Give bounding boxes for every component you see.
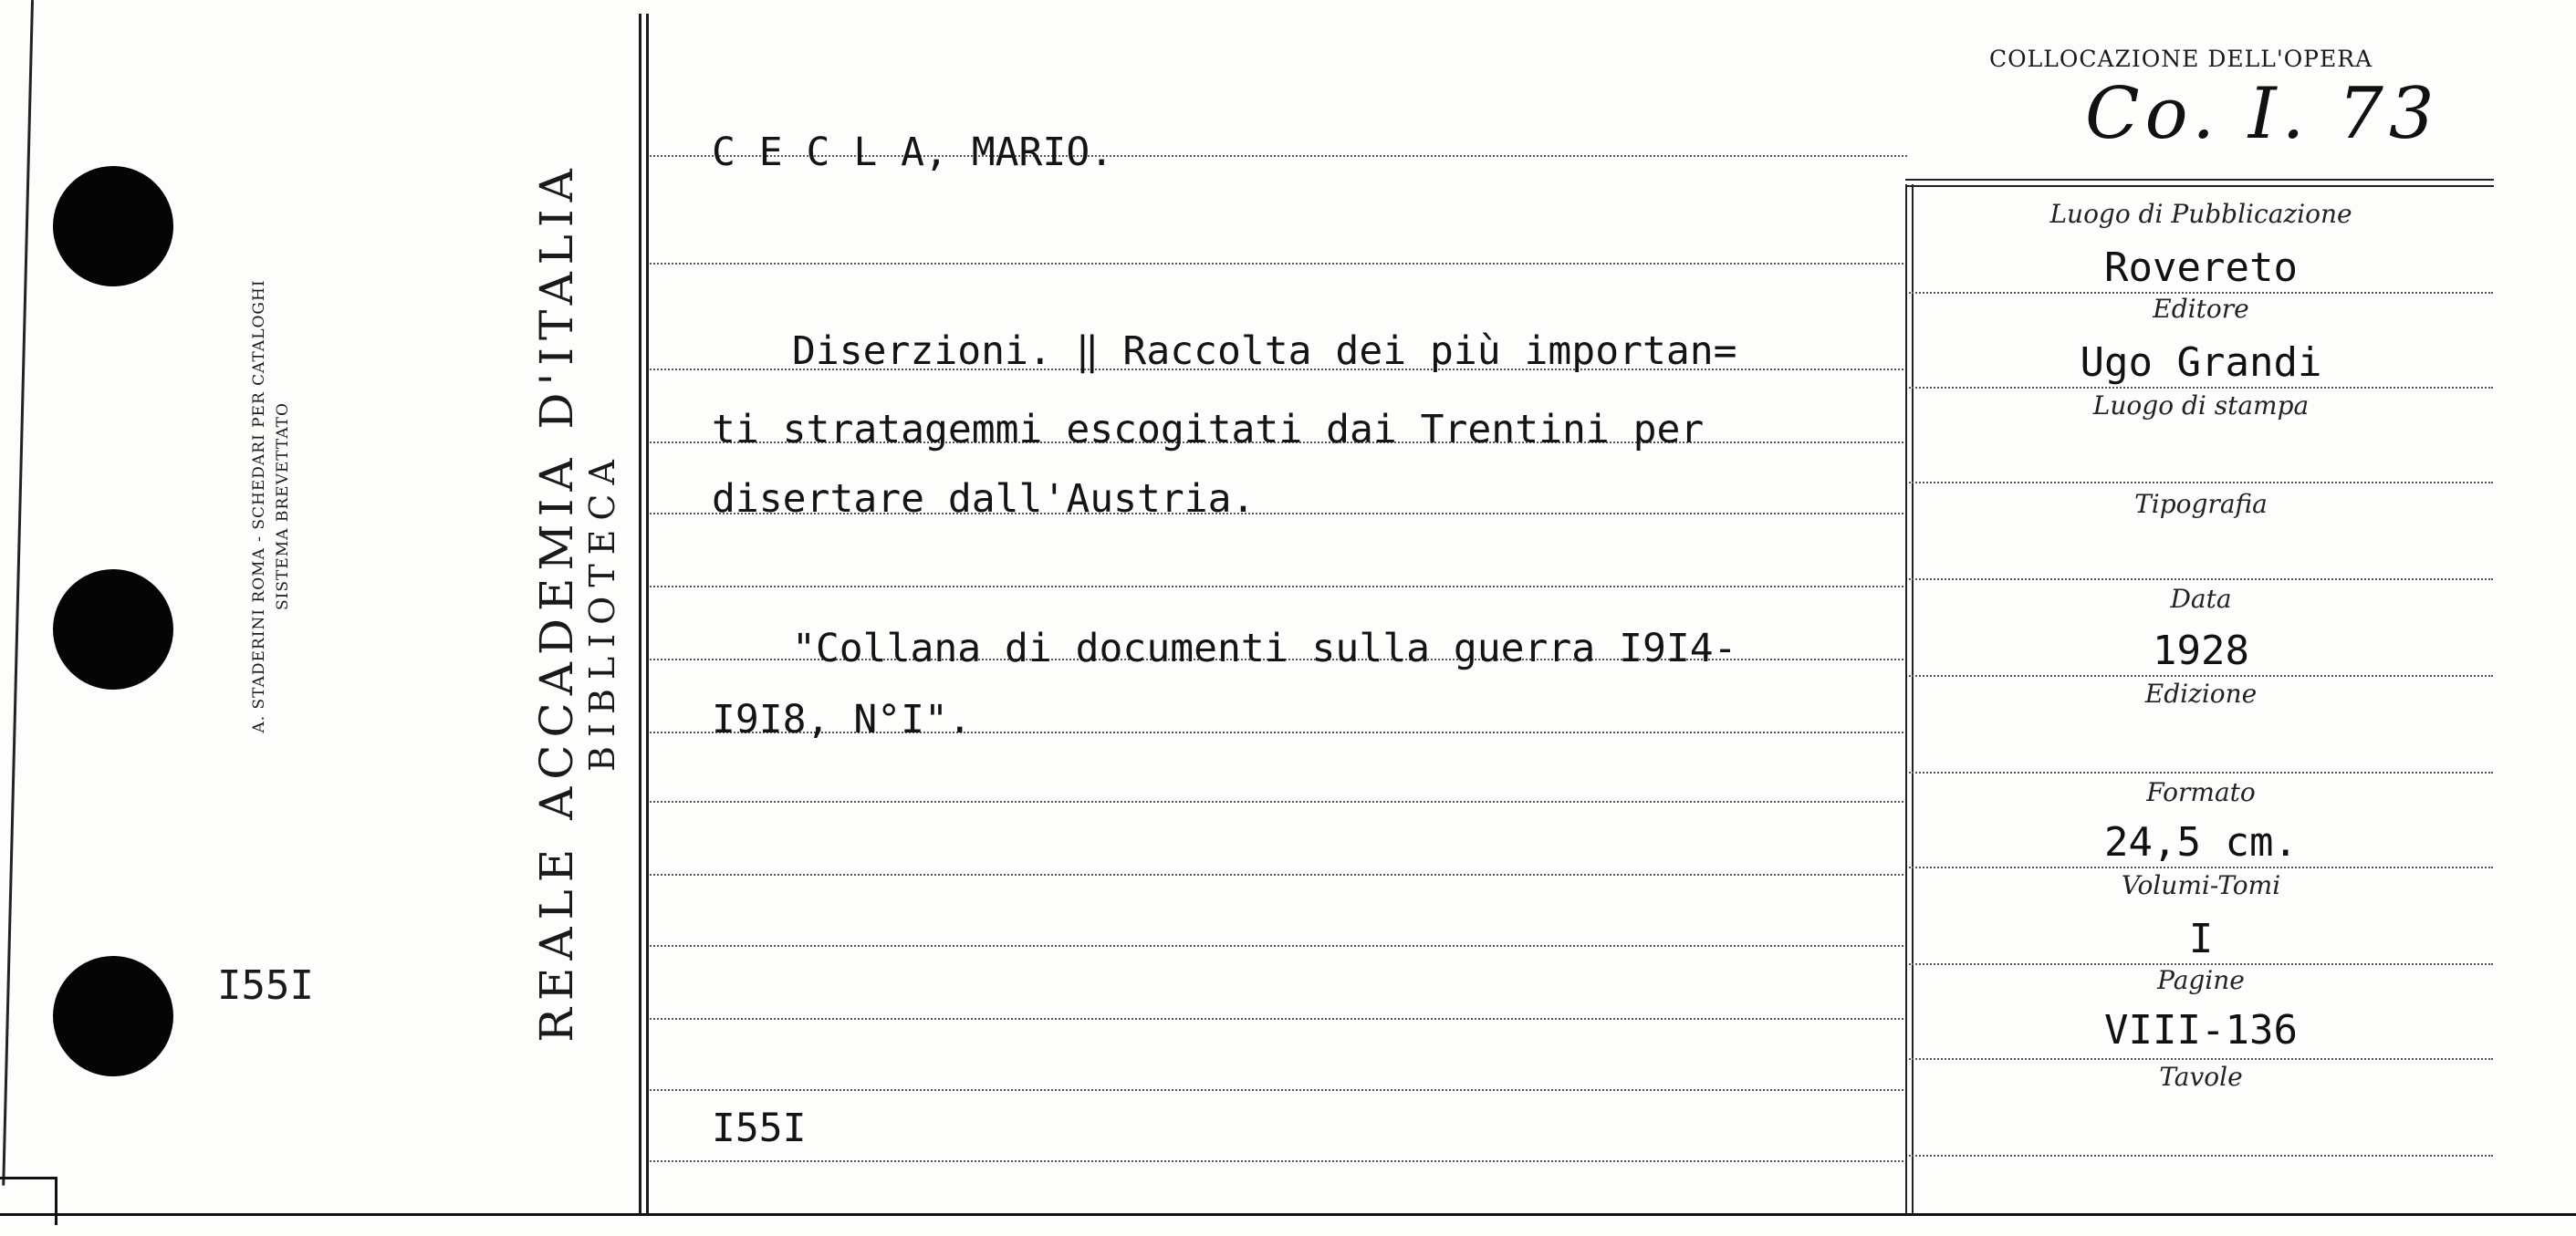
- title-line-2: ti stratagemmi escogitati dai Trentini per: [712, 407, 1705, 452]
- value-data: 1928: [2153, 628, 2249, 674]
- label-volumi-tomi: Volumi-Tomi: [2121, 870, 2281, 900]
- ruled-line: [650, 801, 1907, 803]
- label-editore: Editore: [2153, 294, 2249, 324]
- series-line-2: I9I8, N°I".: [712, 697, 972, 743]
- left-margin-rule-2: [646, 14, 649, 1213]
- label-data: Data: [2170, 584, 2232, 614]
- field-rule: [1909, 867, 2493, 868]
- value-luogo-pubblicazione: Rovereto: [2104, 244, 2298, 291]
- field-rule: [1909, 675, 2493, 677]
- label-formato: Formato: [2146, 777, 2256, 807]
- printer-imprint-line1: A. STADERINI ROMA - SCHEDARI PER CATALOGHI: [250, 279, 268, 733]
- title-line-3: disertare dall'Austria.: [712, 476, 1256, 522]
- card-corner-notch: [0, 1177, 57, 1225]
- series-line-1: "Collana di documenti sulla guerra I9I4-: [792, 626, 1737, 671]
- ruled-line: [650, 874, 1907, 876]
- institution-department-text: BIBLIOTECA: [582, 451, 622, 772]
- field-rule: [1909, 772, 2493, 774]
- ruled-line: [650, 1018, 1907, 1020]
- label-pagine: Pagine: [2157, 965, 2245, 995]
- value-editore: Ugo Grandi: [2080, 339, 2322, 386]
- field-rule: [1909, 387, 2493, 389]
- field-rule: [1909, 482, 2493, 483]
- ruled-line: [650, 1089, 1907, 1091]
- punch-hole-top: [53, 166, 173, 286]
- ruled-line: [650, 263, 1907, 265]
- printer-imprint-line2: SISTEMA BREVETTATO: [274, 402, 292, 610]
- field-rule: [1909, 1155, 2493, 1157]
- label-edizione: Edizione: [2144, 679, 2258, 709]
- field-rule: [1909, 1058, 2493, 1060]
- card-left-edge: [2, 0, 34, 1186]
- left-margin-rule-1: [639, 14, 641, 1213]
- inventory-number: I55I: [712, 1106, 807, 1151]
- call-number-heading: COLLOCAZIONE DELL'OPERA: [1989, 46, 2373, 72]
- field-rule: [1909, 578, 2493, 580]
- inventory-number-left: I55I: [217, 962, 314, 1009]
- title-line-1: Diserzioni. ‖ Raccolta dei più importan=: [792, 328, 1737, 374]
- ruled-line: [650, 945, 1907, 947]
- value-pagine: VIII-136: [2104, 1007, 2298, 1054]
- value-volumi-tomi: I: [2188, 916, 2214, 962]
- punch-hole-bottom: [53, 956, 173, 1076]
- ruled-line: [650, 586, 1907, 587]
- label-tavole: Tavole: [2159, 1062, 2243, 1092]
- institution-name-text: REALE ACCADEMIA D'ITALIA: [530, 161, 583, 1043]
- label-luogo-stampa: Luogo di stampa: [2092, 390, 2310, 421]
- punch-hole-middle: [53, 569, 173, 690]
- ruled-line: [650, 1160, 1907, 1162]
- label-tipografia: Tipografia: [2134, 489, 2268, 519]
- label-luogo-pubblicazione: Luogo di Pubblicazione: [2049, 199, 2352, 229]
- call-number-value: Co. I. 73: [2085, 73, 2440, 155]
- author-heading: C E C L A, MARIO.: [712, 130, 1114, 175]
- value-formato: 24,5 cm.: [2104, 819, 2298, 866]
- card-bottom-edge: [0, 1213, 2576, 1216]
- field-box-top-rule: [1905, 179, 2494, 187]
